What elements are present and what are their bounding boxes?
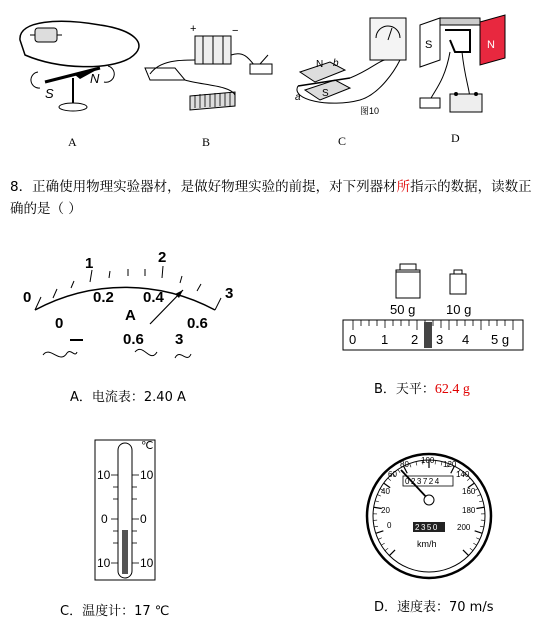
ammeter-bottom-0-2: 0.2 bbox=[93, 289, 114, 306]
svg-text:+: + bbox=[190, 23, 197, 35]
ammeter-bottom-0-4: 0.4 bbox=[143, 289, 164, 306]
ammeter-figure bbox=[15, 240, 255, 370]
balance-scale-1: 1 bbox=[381, 332, 389, 347]
speedo-trip: 2350 bbox=[415, 523, 439, 532]
speedo-tick-60: 60 bbox=[388, 470, 397, 479]
question-text-after: 指示的数据，读数正确的是（ ） bbox=[10, 179, 532, 217]
figure-label-c: C bbox=[338, 134, 347, 148]
speedo-unit: km/h bbox=[417, 539, 437, 549]
compass-n-label: N bbox=[90, 71, 100, 86]
figure-label-a: A bbox=[68, 135, 77, 149]
horseshoe-n-label: N bbox=[487, 39, 495, 51]
ammeter-top-2: 2 bbox=[158, 249, 167, 266]
wire-a-label: a bbox=[295, 92, 301, 103]
speedo-tick-20: 20 bbox=[381, 506, 390, 515]
wire-b-label: b bbox=[333, 58, 339, 69]
speedo-tick-160: 160 bbox=[462, 487, 476, 496]
svg-text:−: − bbox=[232, 25, 239, 37]
figure-c-induction bbox=[295, 18, 406, 116]
thermometer-right-10-top: 10 bbox=[140, 468, 154, 482]
figure-label-b: B bbox=[202, 135, 211, 149]
balance-scale-4: 4 bbox=[462, 332, 470, 347]
experiment-figures bbox=[0, 0, 537, 160]
speedo-tick-120: 120 bbox=[443, 460, 457, 469]
speedo-tick-180: 180 bbox=[462, 506, 476, 515]
weight-label-50g: 50 g bbox=[390, 302, 416, 317]
balance-scale-0: 0 bbox=[349, 332, 357, 347]
weight-label-10g: 10 g bbox=[446, 302, 472, 317]
speedo-tick-140: 140 bbox=[456, 470, 470, 479]
speedometer-figure bbox=[355, 450, 503, 580]
thermometer-right-0: 0 bbox=[140, 512, 147, 526]
balance-rider bbox=[424, 322, 432, 348]
speedo-odometer: 023724 bbox=[405, 477, 441, 486]
ammeter-terminal-0-6: 0.6 bbox=[123, 331, 144, 348]
ammeter-terminal-3: 3 bbox=[175, 331, 184, 348]
weight-50g bbox=[396, 264, 420, 298]
speedo-tick-40: 40 bbox=[381, 487, 390, 496]
magnet-s-label: S bbox=[322, 88, 329, 99]
speedo-tick-100: 100 bbox=[421, 456, 435, 465]
balance-scale-3: 3 bbox=[436, 332, 444, 347]
balance-scale-2: 2 bbox=[411, 332, 419, 347]
ammeter-top-1: 1 bbox=[85, 255, 94, 272]
figure-b-circuit bbox=[145, 23, 272, 110]
speedo-tick-0: 0 bbox=[387, 521, 392, 530]
thermometer-figure bbox=[85, 435, 165, 585]
option-b-value: 62.4 g bbox=[434, 382, 470, 397]
ammeter-top-0: 0 bbox=[23, 289, 32, 306]
question-text-before: 8．正确使用物理实验器材，是做好物理实验的前提，对下列器材 bbox=[10, 179, 397, 195]
option-c-label: C．温度计：17 ℃ bbox=[60, 604, 170, 619]
speedo-tick-200: 200 bbox=[457, 523, 471, 532]
option-d-label: D．速度表：70 m/s bbox=[374, 600, 494, 615]
figure-caption: 图10 bbox=[360, 106, 380, 116]
thermometer-left-0: 0 bbox=[101, 512, 108, 526]
ammeter-unit: A bbox=[125, 307, 136, 324]
thermometer-liquid bbox=[122, 530, 128, 574]
ammeter-top-3: 3 bbox=[225, 285, 234, 302]
compass-s-label: S bbox=[45, 86, 54, 101]
option-b bbox=[374, 378, 470, 398]
question-highlight: 所 bbox=[396, 179, 411, 195]
thermometer-unit: ℃ bbox=[141, 440, 154, 452]
question-text bbox=[10, 176, 532, 220]
horseshoe-s-label: S bbox=[425, 39, 433, 51]
thermometer-left-10-bottom: 10 bbox=[97, 556, 111, 570]
ammeter-bottom-0: 0 bbox=[55, 315, 64, 332]
option-b-label: B．天平： bbox=[374, 382, 435, 397]
speedo-tick-80: 80 bbox=[400, 460, 409, 469]
balance-figure bbox=[338, 258, 530, 358]
ammeter-bottom-0-6: 0.6 bbox=[187, 315, 208, 332]
thermometer-right-10-bottom: 10 bbox=[140, 556, 154, 570]
balance-scale-5: 5 g bbox=[491, 332, 510, 347]
figure-a-compass-wire bbox=[20, 21, 139, 111]
figure-label-d: D bbox=[451, 131, 460, 145]
magnet-n-label: N bbox=[316, 59, 324, 70]
weight-10g bbox=[450, 270, 466, 294]
option-a-label: A．电流表：2.40 A bbox=[70, 390, 186, 405]
thermometer-left-10-top: 10 bbox=[97, 468, 111, 482]
figure-d-motor bbox=[420, 15, 505, 112]
